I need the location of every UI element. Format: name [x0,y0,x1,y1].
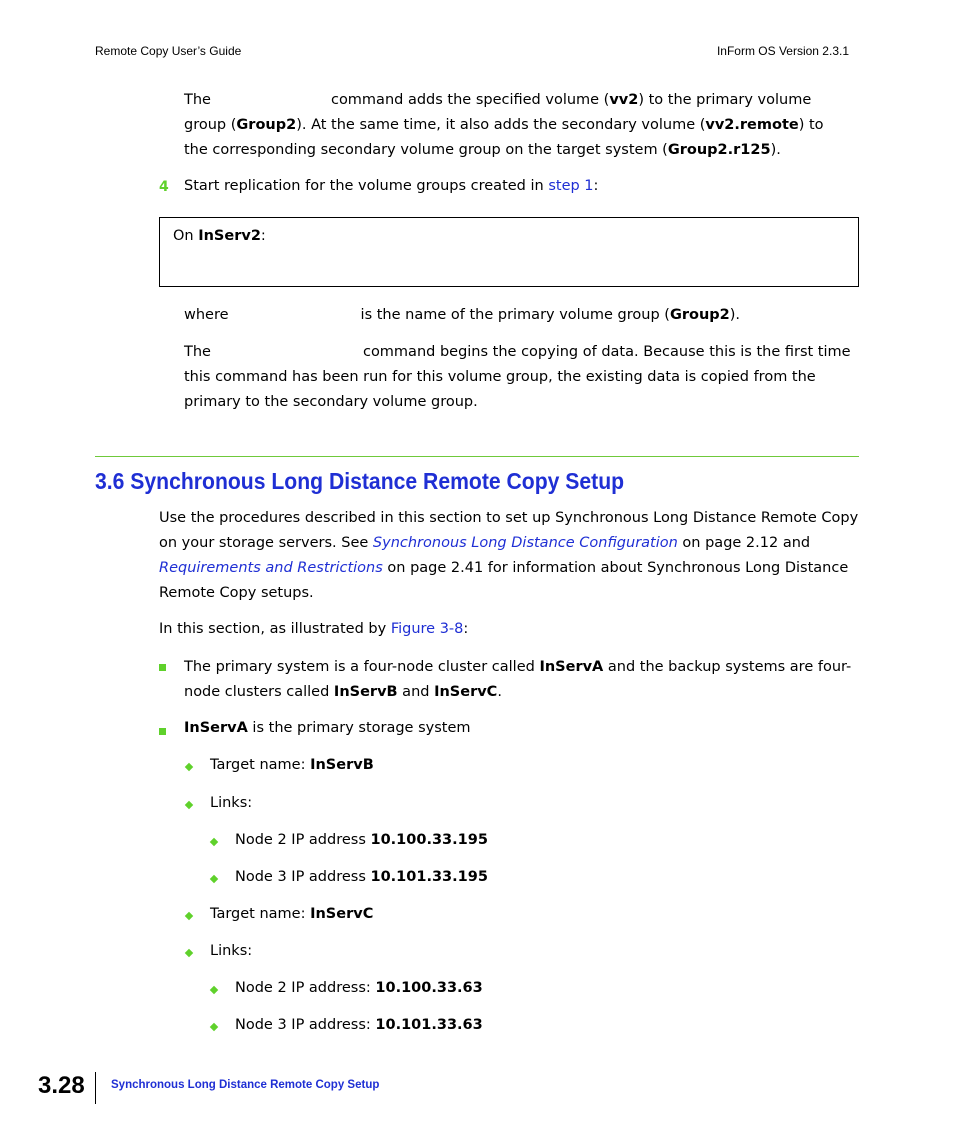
list-item-node2-c [235,976,483,1001]
group-name: Group2.r125 [667,142,771,158]
text: Target name: [210,757,311,773]
illustrated-text [159,617,468,642]
text: primary to the secondary volume group. [184,394,478,410]
text: In this section, as illustrated by [159,621,391,637]
paragraph-createvv-description [184,88,864,163]
footer-divider [95,1072,96,1104]
server-name: InServB [310,757,374,773]
diamond-bullet-icon [185,763,193,771]
text: is the name of the primary volume group ( [360,307,670,323]
list-item-links-c: Links: [210,943,253,959]
diamond-bullet-icon [185,801,193,809]
figure-3-8-link[interactable]: Figure 3-8 [390,621,464,637]
text: : [260,228,266,244]
square-bullet-icon [159,664,166,671]
group-name: Group2 [669,307,730,323]
text: The [184,92,211,108]
text: On [173,228,199,244]
diamond-bullet-icon [210,875,218,883]
text: Node 3 IP address: [235,1017,376,1033]
where-text [184,303,740,328]
text: the corresponding secondary volume group on the target system ( [184,142,668,158]
server-name: InServB [333,684,398,700]
text: : [593,178,599,194]
page-number: 3.28 [38,1072,85,1099]
text: Remote Copy setups. [159,585,314,601]
text: on page 2.41 for information about Synchronous Long Distance [382,560,849,576]
diamond-bullet-icon [210,1023,218,1031]
paragraph-startrcopygroup-description [184,340,874,415]
text: Node 2 IP address: [235,980,376,996]
text: where [184,307,229,323]
text: ). At the same time, it also adds the secondary volume ( [296,117,706,133]
text: The primary system is a four-node cluster called [184,659,540,675]
text: Start replication for the volume groups created in [184,178,549,194]
bullet-item-primary-system [184,655,874,705]
ip-address: 10.101.33.195 [370,869,488,885]
ip-address: 10.101.33.63 [375,1017,483,1033]
diamond-bullet-icon [210,838,218,846]
diamond-bullet-icon [185,912,193,920]
diamond-bullet-icon [210,986,218,994]
text: . [497,684,502,700]
running-header-version: InForm OS Version 2.3.1 [716,44,849,58]
running-header-title: Remote Copy User’s Guide [95,44,242,58]
section-divider [95,456,859,457]
sync-long-distance-config-link[interactable]: Synchronous Long Distance Configuration [372,535,678,551]
text: and [397,684,435,700]
text: Node 2 IP address [235,832,371,848]
footer-section-title: Synchronous Long Distance Remote Copy Setup [111,1079,380,1091]
ip-address: 10.100.33.63 [375,980,483,996]
group-name: Group2 [236,117,297,133]
step-1-link[interactable]: step 1 [548,178,594,194]
section-heading: 3.6 Synchronous Long Distance Remote Copy Setup [95,468,625,494]
list-item-node3-b [235,865,488,890]
text: ). [770,142,781,158]
step-text [184,174,598,199]
text: group ( [184,117,237,133]
text: : [463,621,469,637]
text: command adds the specified volume ( [330,92,610,108]
text: on your storage servers. See [159,535,373,551]
text: and the backup systems are four- [603,659,852,675]
server-name: InServA [539,659,604,675]
square-bullet-icon [159,728,166,735]
list-item-node2-b [235,828,488,853]
server-name: InServ2 [198,228,261,244]
list-item-target-c [210,902,373,927]
list-item-links-b: Links: [210,795,253,811]
bullet-item-inserva [184,716,471,741]
text: on page 2.12 and [677,535,811,551]
text: The [184,344,211,360]
command-box [159,217,859,287]
list-item-node3-c [235,1013,483,1038]
diamond-bullet-icon [185,949,193,957]
text: ) to [798,117,824,133]
text: node clusters called [184,684,334,700]
server-name: InServC [434,684,498,700]
requirements-restrictions-link[interactable]: Requirements and Restrictions [159,560,383,576]
volume-name: vv2 [609,92,639,108]
text: ). [729,307,741,323]
text: Node 3 IP address [235,869,371,885]
step-number: 4 [159,179,169,195]
server-name: InServA [184,720,248,736]
list-item-target-b [210,753,374,778]
server-name: InServC [310,906,374,922]
text: Use the procedures described in this section to set up Synchronous Long Distance Remote Copy [159,510,859,526]
text: ) to the primary volume [638,92,812,108]
ip-address: 10.100.33.195 [370,832,488,848]
volume-name: vv2.remote [705,117,799,133]
text: this command has been run for this volume group, the existing data is copied from the [184,369,816,385]
text: Target name: [210,906,311,922]
text: command begins the copying of data. Because this is the first time [362,344,851,360]
intro-paragraph [159,506,869,606]
text: is the primary storage system [247,720,471,736]
